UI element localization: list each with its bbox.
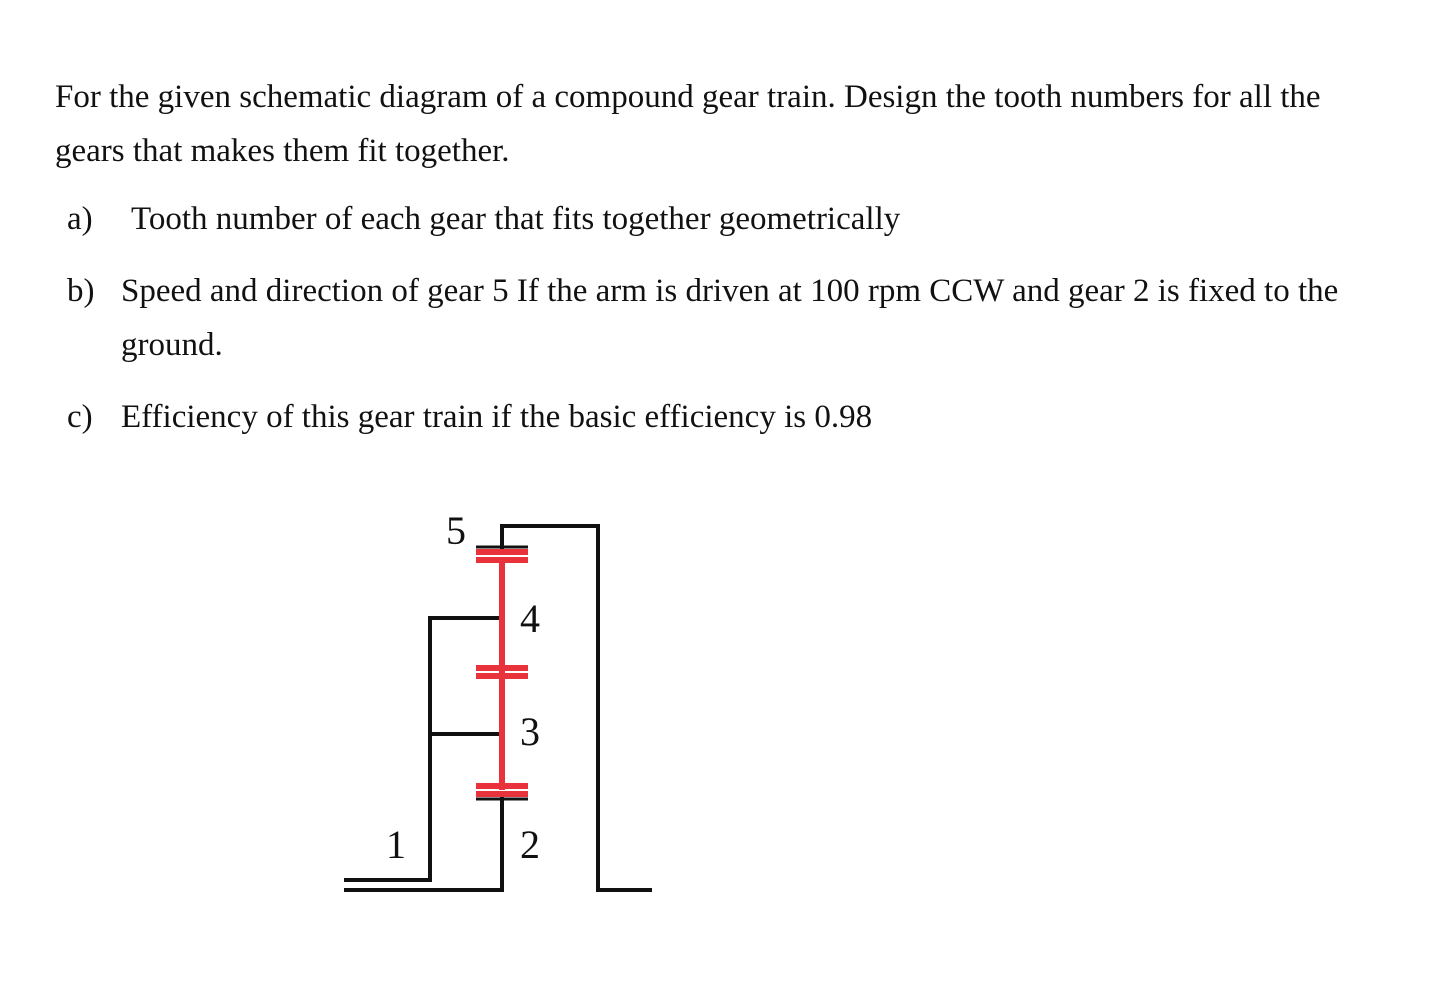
gear-train-schematic: [330, 500, 670, 910]
part-c-text: Efficiency of this gear train if the basic efficiency is 0.98: [121, 399, 873, 435]
part-c: [55, 390, 1395, 444]
part-b-text: Speed and direction of gear 5 If the arm is driven at 100 rpm CCW and gear 2 is fixed to the ground.: [121, 273, 1339, 363]
problem-statement: [55, 70, 1395, 462]
label-link-1: 1: [386, 822, 406, 867]
part-a: [55, 192, 1395, 246]
label-gear-5: 5: [446, 508, 466, 553]
label-gear-3: 3: [520, 709, 540, 754]
part-b-letter: b): [67, 273, 95, 309]
part-c-letter: c): [67, 399, 93, 435]
gears: [476, 552, 528, 794]
gear-train-diagram: [330, 500, 670, 910]
part-a-text: Tooth number of each gear that fits together geometrically: [131, 201, 901, 237]
label-gear-4: 4: [520, 596, 540, 641]
part-b: [55, 264, 1395, 372]
problem-parts: [55, 192, 1395, 444]
problem-intro: For the given schematic diagram of a compound gear train. Design the tooth numbers for all the gears that makes them fit together.: [55, 79, 1321, 169]
part-a-letter: a): [67, 201, 93, 237]
label-gear-2: 2: [520, 822, 540, 867]
